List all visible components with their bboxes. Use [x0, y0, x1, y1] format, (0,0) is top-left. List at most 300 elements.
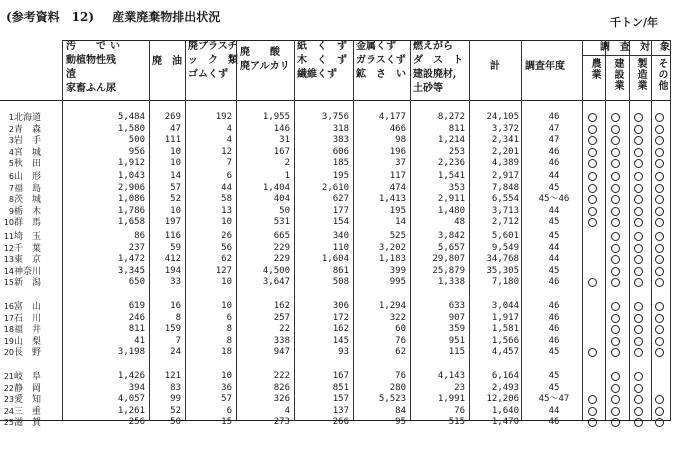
value-cell: 33	[170, 277, 181, 287]
survey-target-circle-icon	[611, 232, 620, 241]
survey-target-circle-icon	[588, 395, 597, 404]
survey-target-circle-icon	[588, 195, 597, 204]
survey-year-cell: 46	[548, 335, 560, 346]
row-number: 17	[3, 313, 14, 323]
header-manufacturing: 製造業	[635, 58, 646, 91]
value-cell: 12,206	[486, 394, 519, 404]
value-cell: 2,917	[491, 171, 519, 181]
value-cell: 280	[389, 382, 406, 393]
value-cell: 3,345	[117, 265, 145, 276]
survey-year-cell: 46	[548, 277, 560, 287]
survey-target-circle-icon	[634, 278, 643, 287]
row-number: 16	[3, 302, 14, 311]
value-cell: 1,658	[117, 217, 145, 227]
survey-target-circle-icon	[634, 148, 643, 157]
prefecture-name: 宮 城	[14, 147, 42, 158]
survey-year-cell: 44	[548, 254, 560, 264]
value-cell: 4,177	[378, 112, 406, 122]
value-cell: 10	[221, 217, 232, 227]
value-cell: 6,164	[491, 371, 519, 381]
value-cell: 340	[332, 231, 349, 241]
prefecture-name: 茨 城	[14, 195, 42, 205]
value-cell: 7,848	[491, 182, 519, 193]
prefecture-cell	[2, 277, 46, 289]
value-cell: 195	[389, 205, 406, 216]
value-cell: 95	[395, 417, 406, 427]
value-cell: 57	[221, 394, 232, 404]
survey-target-circle-icon	[634, 184, 643, 193]
survey-year-cell: 46	[548, 112, 560, 122]
prefecture-cell	[2, 194, 46, 206]
row-number: 14	[3, 266, 14, 276]
value-cell: 6	[226, 405, 232, 416]
table-row	[0, 112, 676, 123]
prefecture-name: 北海道	[14, 113, 42, 123]
survey-target-circle-icon	[634, 348, 643, 357]
survey-target-circle-icon	[611, 159, 620, 168]
value-cell: 4,143	[437, 371, 465, 381]
survey-year-cell: 44	[548, 242, 560, 253]
survey-target-circle-icon	[655, 395, 664, 404]
survey-target-circle-icon	[655, 267, 664, 276]
value-cell: 500	[128, 135, 145, 145]
page-title: 産業廃棄物排出状況	[112, 10, 221, 24]
unit-label: 千トン/年	[609, 16, 658, 29]
value-cell: 7,180	[491, 277, 519, 287]
value-cell: 3,842	[437, 231, 465, 241]
value-cell: 995	[389, 277, 406, 287]
survey-target-circle-icon	[611, 136, 620, 145]
table-row	[0, 301, 676, 312]
header-survey-target: 調 査 対 象	[600, 42, 670, 53]
survey-year-cell: 44	[548, 171, 560, 181]
value-cell: 3,756	[321, 112, 349, 122]
value-cell: 137	[332, 405, 349, 416]
table-row	[0, 124, 676, 135]
value-cell: 84	[395, 405, 406, 416]
prefecture-cell	[2, 217, 46, 229]
prefecture-cell	[2, 266, 46, 278]
survey-target-circle-icon	[611, 302, 620, 311]
survey-target-circle-icon	[611, 395, 620, 404]
survey-year-cell: 45	[548, 231, 560, 241]
value-cell: 1,917	[491, 312, 519, 323]
header-other: その他	[656, 58, 667, 91]
survey-target-circle-icon	[588, 218, 597, 227]
value-cell: 15	[221, 417, 232, 427]
value-cell: 3,044	[491, 301, 519, 311]
survey-target-circle-icon	[655, 255, 664, 264]
value-cell: 1,183	[378, 254, 406, 264]
survey-target-circle-icon	[655, 325, 664, 334]
value-cell: 62	[221, 254, 232, 264]
survey-target-circle-icon	[634, 314, 643, 323]
table-row	[0, 243, 676, 254]
prefecture-name: 群 馬	[14, 218, 42, 228]
document-title-block	[6, 8, 234, 25]
header-acid: 廃 酸 廃アルカリ	[240, 47, 290, 72]
value-cell: 956	[128, 146, 145, 157]
survey-target-circle-icon	[655, 159, 664, 168]
prefecture-name: 埼 玉	[14, 232, 42, 242]
survey-year-cell: 46	[548, 324, 560, 334]
value-cell: 83	[170, 382, 181, 393]
survey-target-circle-icon	[588, 159, 597, 168]
value-cell: 48	[454, 217, 465, 227]
survey-target-circle-icon	[611, 218, 620, 227]
prefecture-name: 愛 知	[14, 395, 42, 405]
survey-target-circle-icon	[588, 207, 597, 216]
value-cell: 353	[448, 182, 465, 193]
survey-year-cell: 45～47	[538, 394, 570, 404]
survey-year-cell: 45	[548, 371, 560, 381]
value-cell: 4,389	[491, 158, 519, 168]
value-cell: 192	[215, 112, 232, 122]
survey-target-circle-icon	[655, 278, 664, 287]
table-row	[0, 206, 676, 217]
value-cell: 7	[175, 335, 181, 346]
prefecture-cell	[2, 383, 46, 395]
value-cell: 76	[395, 371, 406, 381]
row-number: 6	[8, 172, 14, 181]
survey-year-cell: 46	[548, 417, 560, 427]
value-cell: 127	[215, 265, 232, 276]
value-cell: 10	[170, 158, 181, 168]
survey-year-cell: 46	[548, 312, 560, 323]
row-number: 3	[8, 136, 14, 145]
survey-year-cell: 47	[548, 123, 560, 134]
survey-target-circle-icon	[611, 207, 620, 216]
row-number: 13	[3, 255, 14, 264]
survey-target-circle-icon	[611, 244, 620, 253]
value-cell: 861	[332, 265, 349, 276]
survey-target-circle-icon	[611, 278, 620, 287]
prefecture-name: 山 形	[14, 172, 42, 182]
value-cell: 811	[448, 123, 465, 134]
value-cell: 5,523	[378, 394, 406, 404]
value-cell: 44	[221, 182, 232, 193]
header-agriculture: 農業	[589, 58, 600, 80]
value-cell: 508	[332, 277, 349, 287]
prefecture-name: 滋 賀	[14, 418, 42, 428]
value-cell: 4,457	[491, 347, 519, 357]
value-cell: 52	[170, 194, 181, 204]
table-row	[0, 371, 676, 382]
survey-target-circle-icon	[588, 348, 597, 357]
value-cell: 22	[279, 324, 290, 334]
value-cell: 76	[395, 335, 406, 346]
prefecture-cell	[2, 158, 46, 170]
table-row	[0, 266, 676, 277]
prefecture-cell	[2, 112, 46, 124]
table-row	[0, 171, 676, 182]
value-cell: 947	[273, 347, 290, 357]
value-cell: 1,043	[117, 171, 145, 181]
survey-target-circle-icon	[634, 384, 643, 393]
value-cell: 8	[226, 324, 232, 334]
survey-target-circle-icon	[634, 113, 643, 122]
value-cell: 6,554	[491, 194, 519, 204]
prefecture-name: 三 重	[14, 406, 42, 417]
survey-target-circle-icon	[611, 325, 620, 334]
value-cell: 5,484	[117, 112, 145, 122]
value-cell: 57	[170, 182, 181, 193]
survey-target-circle-icon	[634, 125, 643, 134]
prefecture-cell	[2, 324, 46, 336]
value-cell: 1,581	[491, 324, 519, 334]
row-number: 20	[3, 348, 14, 357]
value-cell: 338	[273, 335, 290, 346]
survey-target-circle-icon	[588, 407, 597, 416]
value-cell: 117	[389, 171, 406, 181]
value-cell: 56	[221, 242, 232, 253]
value-cell: 47	[170, 123, 181, 134]
value-cell: 253	[448, 146, 465, 157]
table-row	[0, 406, 676, 417]
value-cell: 1,472	[117, 254, 145, 264]
value-cell: 6	[226, 312, 232, 323]
header-paper: 紙 く ず 木 く ず 繊維くず	[297, 41, 347, 80]
value-cell: 16	[170, 301, 181, 311]
row-number: 22	[3, 383, 14, 393]
value-cell: 3,198	[117, 347, 145, 357]
prefecture-name: 長 野	[14, 348, 42, 358]
survey-target-circle-icon	[588, 172, 597, 181]
value-cell: 525	[389, 231, 406, 241]
value-cell: 162	[273, 301, 290, 311]
survey-target-circle-icon	[634, 207, 643, 216]
value-cell: 111	[164, 135, 181, 145]
survey-target-circle-icon	[611, 113, 620, 122]
survey-target-circle-icon	[588, 418, 597, 427]
survey-target-circle-icon	[634, 136, 643, 145]
survey-target-circle-icon	[655, 418, 664, 427]
survey-target-circle-icon	[611, 184, 620, 193]
value-cell: 26	[221, 231, 232, 241]
row-number: 19	[3, 336, 14, 346]
survey-target-circle-icon	[634, 325, 643, 334]
survey-target-circle-icon	[634, 218, 643, 227]
survey-target-circle-icon	[611, 195, 620, 204]
value-cell: 2,712	[491, 217, 519, 227]
prefecture-name: 山 梨	[14, 336, 42, 347]
row-number: 25	[3, 418, 14, 427]
value-cell: 1,580	[117, 123, 145, 134]
value-cell: 86	[134, 231, 145, 241]
prefecture-name: 青 森	[14, 124, 42, 135]
survey-target-circle-icon	[611, 407, 620, 416]
value-cell: 2,493	[491, 382, 519, 393]
value-cell: 5,601	[491, 231, 519, 241]
value-cell: 2,201	[491, 146, 519, 157]
survey-target-circle-icon	[588, 184, 597, 193]
value-cell: 229	[273, 254, 290, 264]
row-number: 23	[3, 395, 14, 404]
survey-target-circle-icon	[611, 384, 620, 393]
value-cell: 1	[284, 171, 290, 181]
value-cell: 4	[284, 405, 290, 416]
value-cell: 1,991	[437, 394, 465, 404]
survey-target-circle-icon	[655, 195, 664, 204]
header-survey-year: 調査年度	[525, 61, 565, 72]
survey-target-circle-icon	[611, 348, 620, 357]
row-number: 15	[3, 278, 14, 287]
value-cell: 665	[273, 231, 290, 241]
value-cell: 2,610	[321, 182, 349, 193]
table-row	[0, 313, 676, 324]
survey-target-circle-icon	[655, 314, 664, 323]
prefecture-cell	[2, 336, 46, 348]
value-cell: 8,272	[437, 112, 465, 122]
survey-year-cell: 46	[548, 301, 560, 311]
prefecture-cell	[2, 231, 46, 243]
value-cell: 121	[164, 371, 181, 381]
survey-target-circle-icon	[655, 172, 664, 181]
value-cell: 273	[273, 417, 290, 427]
value-cell: 197	[164, 217, 181, 227]
value-cell: 5,657	[437, 242, 465, 253]
value-cell: 146	[273, 123, 290, 134]
value-cell: 3,202	[378, 242, 406, 253]
value-cell: 185	[332, 158, 349, 168]
value-cell: 2	[284, 158, 290, 168]
value-cell: 1,541	[437, 171, 465, 181]
survey-target-circle-icon	[634, 302, 643, 311]
survey-target-circle-icon	[655, 207, 664, 216]
survey-target-circle-icon	[588, 125, 597, 134]
survey-target-circle-icon	[634, 407, 643, 416]
value-cell: 50	[170, 417, 181, 427]
value-cell: 34,768	[486, 254, 519, 264]
prefecture-cell	[2, 394, 46, 406]
value-cell: 256	[128, 417, 145, 427]
prefecture-cell	[2, 313, 46, 325]
value-cell: 10	[221, 371, 232, 381]
value-cell: 359	[448, 324, 465, 334]
survey-year-cell: 46	[548, 146, 560, 157]
table-row	[0, 183, 676, 194]
value-cell: 1,294	[378, 301, 406, 311]
value-cell: 399	[389, 265, 406, 276]
value-cell: 3,372	[491, 123, 519, 134]
survey-target-circle-icon	[655, 113, 664, 122]
survey-target-circle-icon	[634, 255, 643, 264]
prefecture-cell	[2, 147, 46, 159]
value-cell: 116	[164, 231, 181, 241]
value-cell: 531	[273, 217, 290, 227]
survey-target-circle-icon	[655, 136, 664, 145]
value-cell: 1,470	[491, 417, 519, 427]
value-cell: 4	[226, 123, 232, 134]
survey-year-cell: 46	[548, 158, 560, 168]
value-cell: 466	[389, 123, 406, 134]
value-cell: 76	[454, 405, 465, 416]
row-number: 9	[8, 206, 14, 216]
value-cell: 12	[221, 146, 232, 157]
prefecture-cell	[2, 406, 46, 418]
survey-target-circle-icon	[611, 372, 620, 381]
survey-target-circle-icon	[634, 232, 643, 241]
row-number: 4	[8, 147, 14, 157]
table-row	[0, 135, 676, 146]
survey-target-circle-icon	[588, 136, 597, 145]
value-cell: 633	[448, 301, 465, 311]
value-cell: 177	[332, 205, 349, 216]
value-cell: 162	[332, 324, 349, 334]
value-cell: 326	[273, 394, 290, 404]
survey-year-cell: 45	[548, 182, 560, 193]
table-row	[0, 383, 676, 394]
value-cell: 4,500	[262, 265, 290, 276]
value-cell: 50	[279, 205, 290, 216]
header-bottom-rule	[0, 100, 670, 101]
survey-target-circle-icon	[611, 172, 620, 181]
value-cell: 3,647	[262, 277, 290, 287]
survey-target-circle-icon	[611, 125, 620, 134]
value-cell: 99	[170, 394, 181, 404]
value-cell: 9,549	[491, 242, 519, 253]
value-cell: 145	[332, 335, 349, 346]
survey-target-circle-icon	[634, 337, 643, 346]
value-cell: 10	[221, 277, 232, 287]
row-number: 10	[3, 218, 14, 227]
value-cell: 404	[273, 194, 290, 204]
survey-target-circle-icon	[634, 418, 643, 427]
value-cell: 2,906	[117, 182, 145, 193]
value-cell: 3,713	[491, 205, 519, 216]
row-number: 24	[3, 406, 14, 416]
value-cell: 229	[273, 242, 290, 253]
prefecture-cell	[2, 243, 46, 255]
value-cell: 269	[164, 112, 181, 122]
survey-target-circle-icon	[611, 148, 620, 157]
prefecture-cell	[2, 347, 46, 359]
value-cell: 10	[221, 301, 232, 311]
value-cell: 2,341	[491, 135, 519, 145]
value-cell: 8	[175, 312, 181, 323]
survey-target-circle-icon	[655, 184, 664, 193]
value-cell: 2,236	[437, 158, 465, 168]
value-cell: 18	[221, 347, 232, 357]
value-cell: 115	[448, 347, 465, 357]
value-cell: 627	[332, 194, 349, 204]
survey-target-circle-icon	[634, 172, 643, 181]
prefecture-name: 栃 木	[14, 206, 42, 217]
value-cell: 1,955	[262, 112, 290, 122]
survey-target-circle-icon	[588, 113, 597, 122]
prefecture-cell	[2, 371, 46, 383]
survey-year-cell: 45	[548, 265, 560, 276]
survey-target-circle-icon	[655, 218, 664, 227]
prefecture-name: 千 葉	[14, 243, 42, 254]
value-cell: 1,086	[117, 194, 145, 204]
prefecture-cell	[2, 301, 46, 313]
value-cell: 36	[221, 382, 232, 393]
reference-label: (参考資料 12)	[6, 10, 95, 24]
survey-header-rule	[582, 55, 670, 56]
value-cell: 606	[332, 146, 349, 157]
value-cell: 195	[332, 171, 349, 181]
value-cell: 1,413	[378, 194, 406, 204]
value-cell: 14	[395, 217, 406, 227]
table-row	[0, 347, 676, 358]
header-sludge: 汚 で い 動植物性残 渣 家畜ふん尿	[66, 41, 120, 94]
value-cell: 58	[221, 194, 232, 204]
value-cell: 1,261	[117, 405, 145, 416]
value-cell: 619	[128, 301, 145, 311]
table-row	[0, 147, 676, 158]
value-cell: 7	[226, 158, 232, 168]
